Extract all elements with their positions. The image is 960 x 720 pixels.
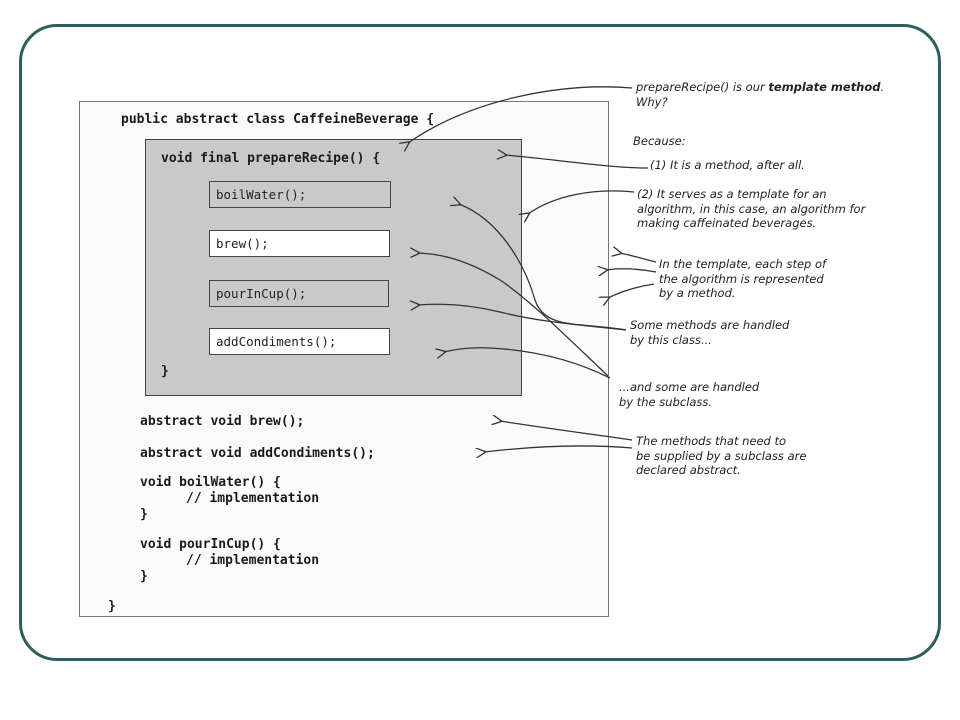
annotation-template-steps: In the template, each step of the algorithm is represented by a method. bbox=[659, 257, 827, 300]
step-pour-in-cup: pourInCup(); bbox=[209, 280, 389, 307]
boil-water-declaration: void boilWater() { bbox=[140, 475, 281, 490]
pour-in-cup-declaration: void pourInCup() { bbox=[140, 537, 281, 552]
step-add-condiments: addCondiments(); bbox=[209, 328, 390, 355]
template-method-box bbox=[145, 139, 522, 396]
annotation-reason-2: (2) It serves as a template for an algorithm, in this case, an algorithm for making caffeinated beverages. bbox=[637, 187, 866, 230]
template-method-declaration: void final prepareRecipe() { bbox=[161, 151, 381, 166]
boil-water-body: // implementation bbox=[186, 491, 320, 506]
step-brew: brew(); bbox=[209, 230, 390, 257]
annotation-reason-1: (1) It is a method, after all. bbox=[650, 158, 805, 172]
template-method-close: } bbox=[161, 364, 169, 379]
annotation-abstract-methods: The methods that need to be supplied by a subclass are declared abstract. bbox=[636, 434, 807, 477]
annotation-handled-by-class: Some methods are handled by this class... bbox=[630, 318, 790, 347]
annotation-template-method: prepareRecipe() is our template method. Why? bbox=[636, 80, 885, 109]
class-close: } bbox=[108, 599, 116, 614]
class-declaration: public abstract class CaffeineBeverage { bbox=[121, 112, 435, 127]
abstract-brew: abstract void brew(); bbox=[140, 414, 305, 429]
pour-in-cup-body: // implementation bbox=[186, 553, 320, 568]
boil-water-close: } bbox=[140, 507, 148, 522]
annotation-because: Because: bbox=[633, 134, 686, 148]
annotation-handled-by-subclass: ...and some are handled by the subclass. bbox=[619, 380, 760, 409]
pour-in-cup-close: } bbox=[140, 569, 148, 584]
step-boil-water: boilWater(); bbox=[209, 181, 391, 208]
abstract-add-condiments: abstract void addCondiments(); bbox=[140, 446, 375, 461]
